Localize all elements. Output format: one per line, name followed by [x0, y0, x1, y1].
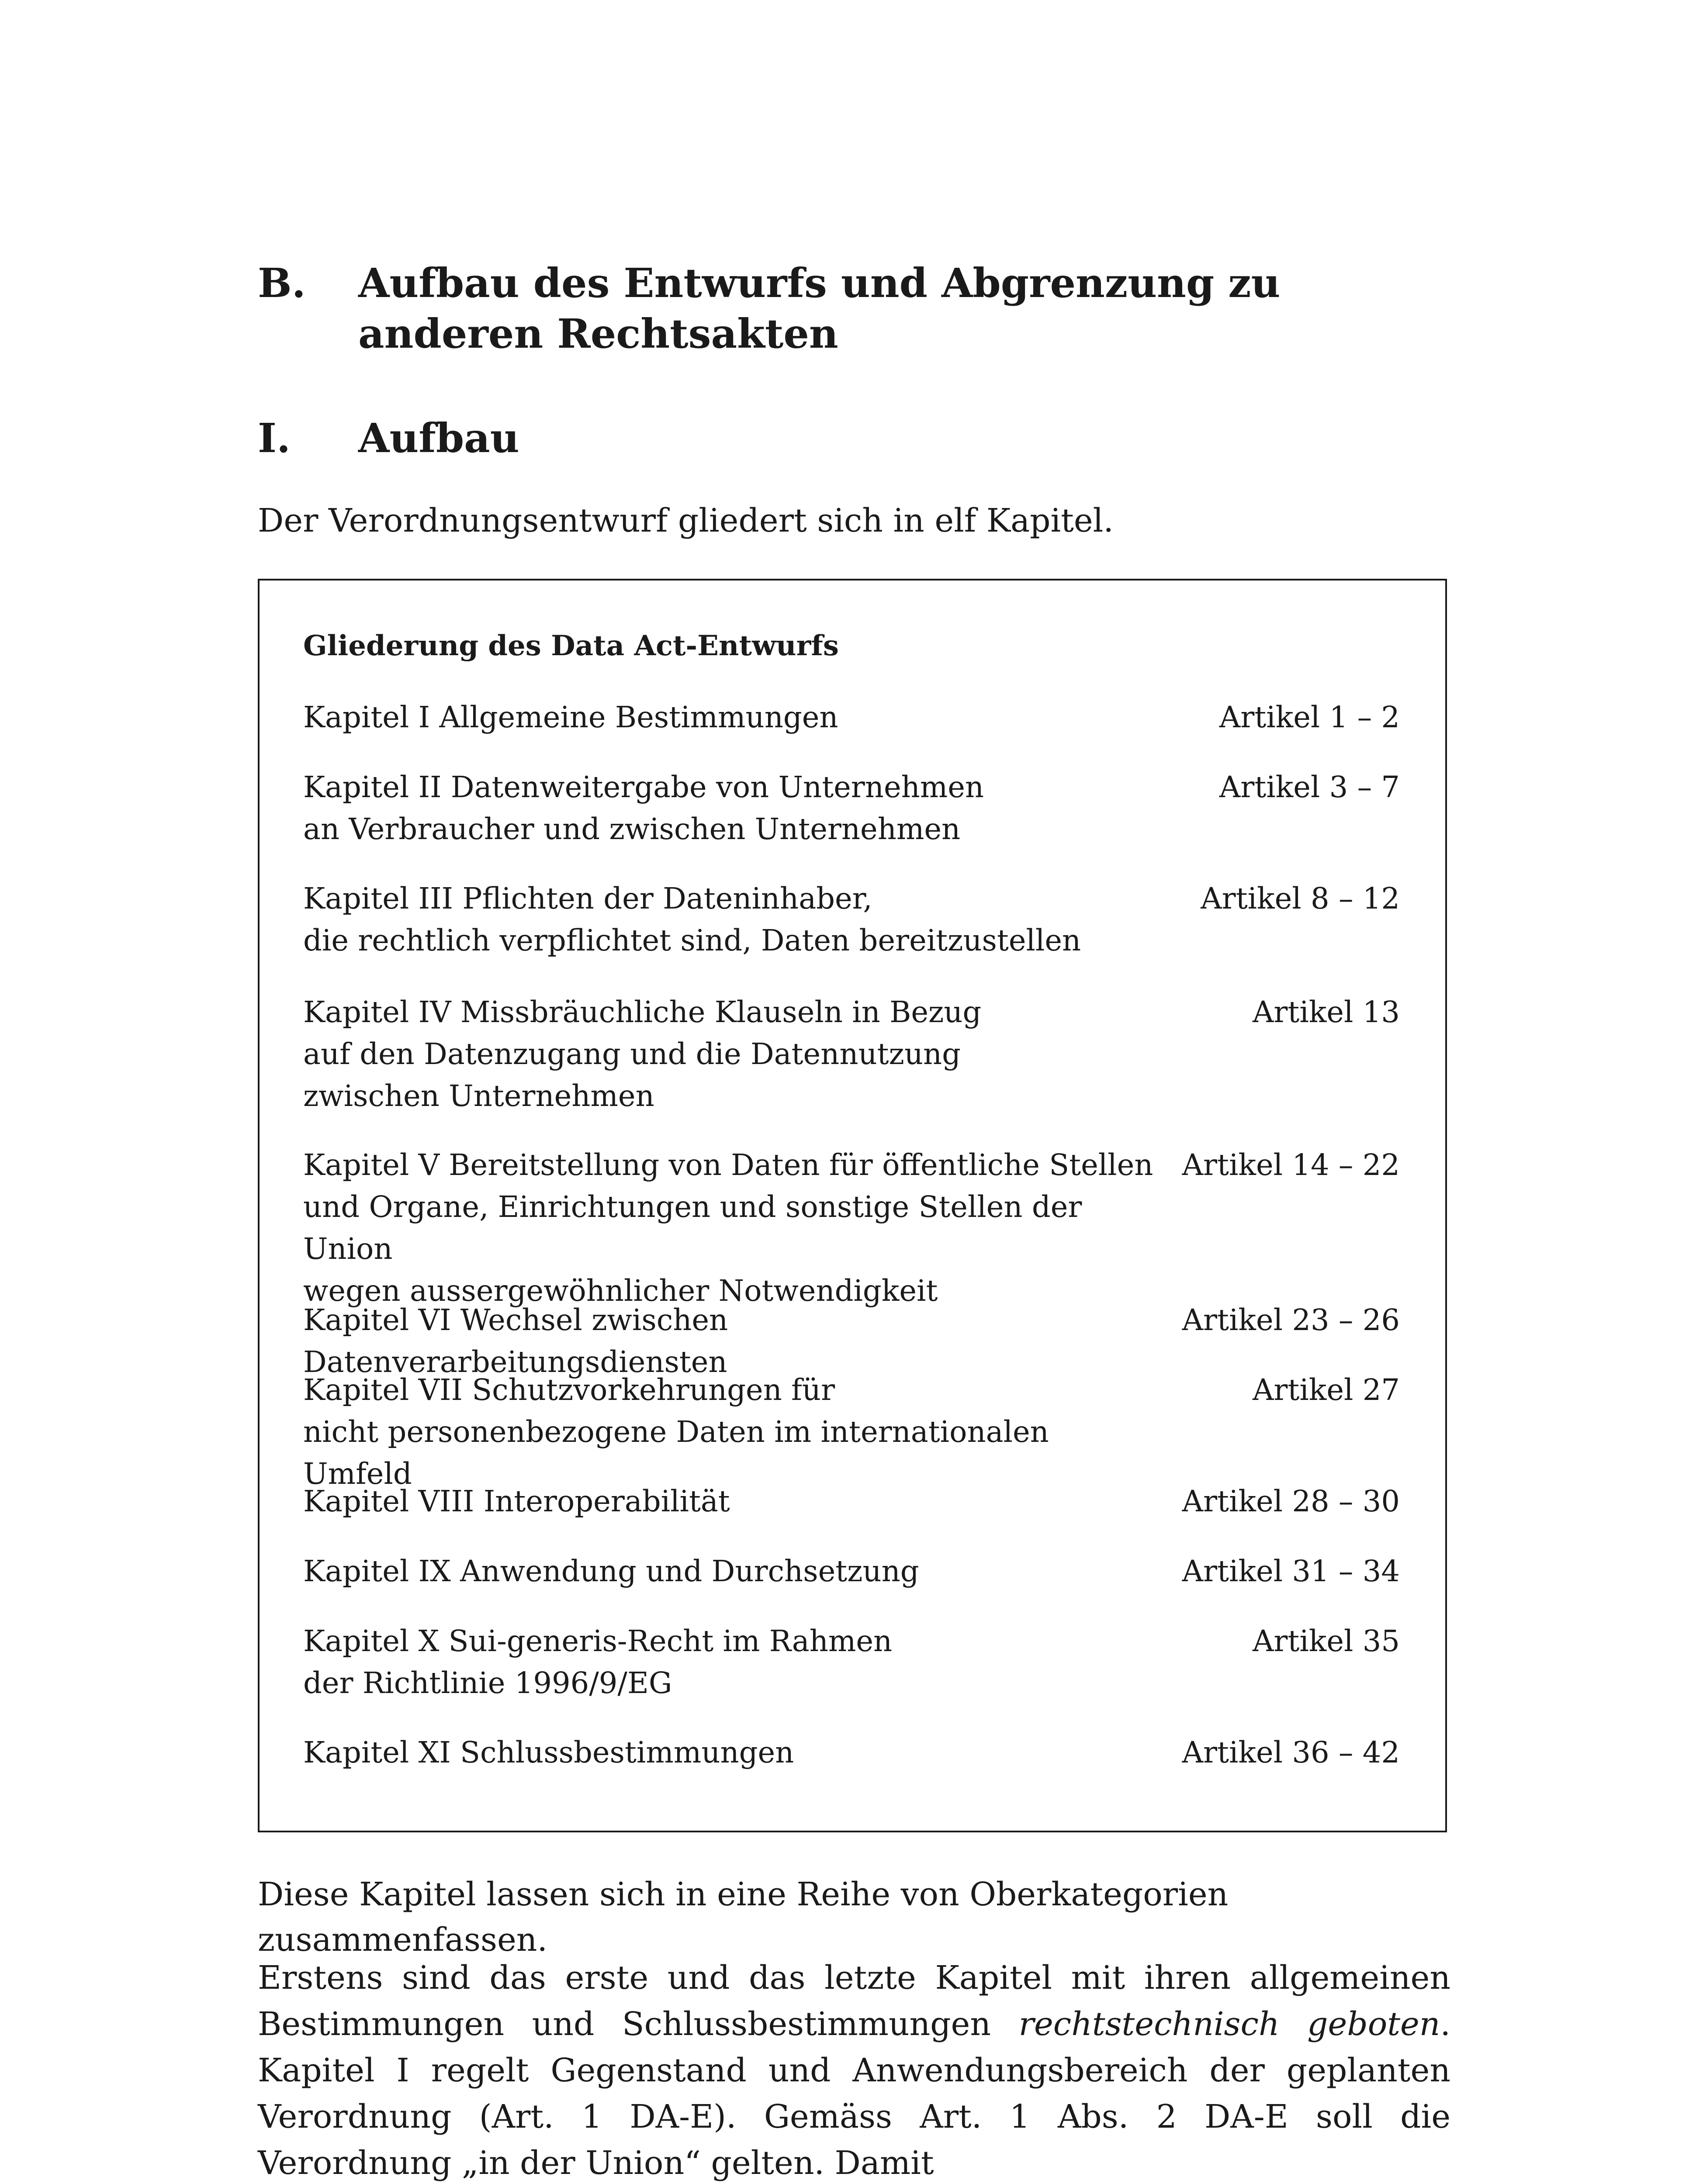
article-range: Artikel 27 — [1253, 1373, 1400, 1407]
document-page — [258, 0, 1450, 2184]
chapter-title — [303, 991, 1155, 1117]
chapter-title-line: nicht personenbezogene Daten im internationalen Umfeld — [303, 1415, 1049, 1491]
article-range: Artikel 13 — [1253, 995, 1400, 1029]
chapter-title-line: zwischen Unternehmen — [303, 1079, 654, 1113]
article-range: Artikel 28 – 30 — [1182, 1484, 1400, 1518]
section-heading-b — [258, 258, 1407, 359]
subsection-title: Aufbau — [358, 415, 519, 462]
body-text-emphasis: rechtstechnisch geboten — [1018, 2005, 1440, 2043]
chapter-title — [303, 1144, 1155, 1312]
chapter-title-line: und Organe, Einrichtungen und sonstige Stellen der Union — [303, 1190, 1082, 1266]
subsection-number: I. — [258, 415, 291, 462]
chapter-title-line: Kapitel I Allgemeine Bestimmungen — [303, 700, 838, 734]
chapter-title-line: Kapitel VI Wechsel zwischen Datenverarbeitungsdiensten — [303, 1303, 728, 1379]
article-range: Artikel 3 – 7 — [1219, 770, 1400, 804]
chapter-title-line: an Verbraucher und zwischen Unternehmen — [303, 812, 961, 846]
section-title: Aufbau des Entwurfs und Abgrenzung zu anderen Rechtsakten — [358, 259, 1281, 357]
outline-box-title: Gliederung des Data Act-Entwurfs — [303, 629, 839, 662]
chapter-title — [303, 1620, 1155, 1704]
chapter-title-line: der Richtlinie 1996/9/EG — [303, 1666, 672, 1700]
article-range: Artikel 36 – 42 — [1182, 1735, 1400, 1769]
chapter-title — [303, 1731, 1155, 1773]
outline-box — [258, 579, 1447, 1832]
body-text-part1: Erstens sind das erste und das letzte Kapitel mit ihren allgemeinen Bestimmungen und Schlussbestimmungen — [258, 1959, 1450, 2043]
chapter-title-line: wegen aussergewöhnlicher Notwendigkeit — [303, 1274, 938, 1308]
body-text-part2: . Kapitel I regelt Gegenstand und Anwendungsbereich der geplanten Verordnung (Art. 1 DA-E). Gemäss Art. 1 Abs. 2 DA-E soll die Verordnung „in der Union“ gelten. Damit — [258, 2005, 1450, 2182]
chapter-title-line: Kapitel IV Missbräuchliche Klauseln in Bezug — [303, 995, 982, 1029]
article-range: Artikel 14 – 22 — [1182, 1148, 1400, 1182]
chapter-title — [303, 1550, 1155, 1592]
summary-paragraph: Diese Kapitel lassen sich in eine Reihe von Oberkategorien zusammenfassen. — [258, 1876, 1229, 1959]
chapter-title — [303, 1480, 1155, 1522]
subsection-heading-i — [258, 413, 1407, 463]
chapter-title-line: Kapitel III Pflichten der Dateninhaber, — [303, 881, 872, 916]
article-range: Artikel 1 – 2 — [1219, 700, 1400, 734]
body-paragraph — [258, 1955, 1450, 2184]
chapter-title-line: Kapitel IX Anwendung und Durchsetzung — [303, 1554, 919, 1588]
chapter-title — [303, 696, 1155, 738]
chapter-title-line: Kapitel II Datenweitergabe von Unternehmen — [303, 770, 984, 804]
chapter-title-line: Kapitel X Sui-generis-Recht im Rahmen — [303, 1624, 893, 1658]
chapter-title-line: auf den Datenzugang und die Datennutzung — [303, 1037, 961, 1071]
article-range: Artikel 8 – 12 — [1201, 881, 1400, 916]
article-range: Artikel 31 – 34 — [1182, 1554, 1400, 1588]
chapter-title — [303, 878, 1155, 961]
section-number: B. — [258, 259, 306, 307]
chapter-title-line: Kapitel V Bereitstellung von Daten für öffentliche Stellen — [303, 1148, 1153, 1182]
chapter-title — [303, 1369, 1155, 1495]
article-range: Artikel 35 — [1253, 1624, 1400, 1658]
chapter-title — [303, 766, 1155, 850]
chapter-title-line: Kapitel XI Schlussbestimmungen — [303, 1735, 794, 1769]
chapter-title-line: Kapitel VIII Interoperabilität — [303, 1484, 730, 1518]
intro-paragraph: Der Verordnungsentwurf gliedert sich in elf Kapitel. — [258, 502, 1114, 539]
chapter-title-line: Kapitel VII Schutzvorkehrungen für — [303, 1373, 835, 1407]
article-range: Artikel 23 – 26 — [1182, 1303, 1400, 1337]
chapter-title-line: die rechtlich verpflichtet sind, Daten bereitzustellen — [303, 923, 1081, 957]
